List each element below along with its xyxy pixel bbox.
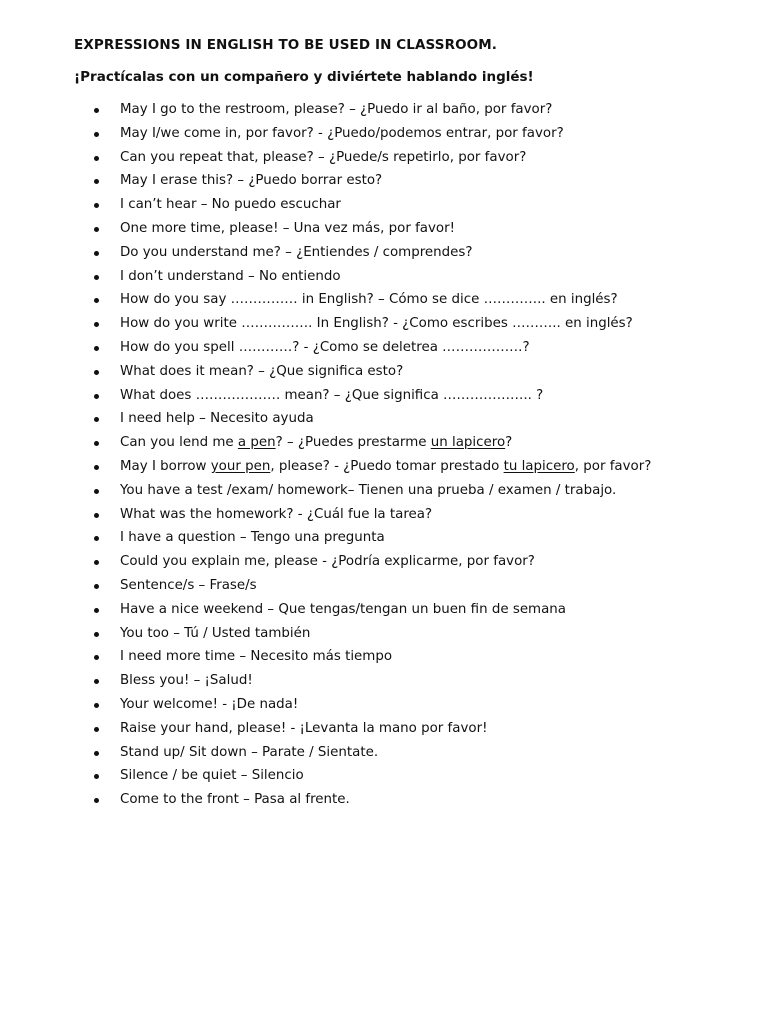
bullet-icon [94,679,99,684]
list-item-text [120,169,382,193]
list-item-text [120,503,432,527]
list-item-text [120,407,314,431]
bullet-icon [94,751,99,756]
list-item [0,574,768,598]
list-item [0,764,768,788]
text-segment: How do you spell …………? - ¿Como se deletrea ………………? [120,339,530,355]
bullet-icon [94,608,99,613]
bullet-icon [94,298,99,303]
list-item-text [120,217,455,241]
text-segment: , por favor? [574,458,652,474]
bullet-icon [94,346,99,351]
text-segment: I can’t hear – No puedo escuchar [120,197,341,213]
text-segment: Silence / be quiet – Silencio [120,768,304,784]
bullet-icon [94,275,99,280]
list-item [0,169,768,193]
list-item [0,384,768,408]
list-item [0,312,768,336]
underlined-text: your pen [210,458,271,474]
text-segment: ? – ¿Puedes prestarme [275,435,431,451]
bullet-icon [94,156,99,161]
list-item-text [120,98,552,122]
list-item [0,217,768,241]
list-item-text [120,336,530,360]
bullet-icon [94,560,99,565]
expression-list [0,98,768,812]
bullet-icon [94,655,99,660]
list-item-text [120,574,257,598]
text-segment: May I/we come in, por favor? - ¿Puedo/podemos entrar, por favor? [120,125,564,141]
text-segment: ? [505,435,513,451]
bullet-icon [94,132,99,137]
text-segment: Bless you! – ¡Salud! [120,673,253,689]
text-segment: Stand up/ Sit down – Parate / Sientate. [120,744,379,760]
list-item [0,645,768,669]
list-item-text [120,455,651,479]
list-item [0,598,768,622]
list-item-text [120,288,618,312]
bullet-icon [94,703,99,708]
list-item-text [120,479,616,503]
list-item [0,550,768,574]
list-item [0,360,768,384]
list-item-text [120,122,564,146]
text-segment: What does ………………. mean? – ¿Que significa ……………….. ? [120,387,544,403]
list-item [0,693,768,717]
bullet-icon [94,251,99,256]
bullet-icon [94,322,99,327]
text-segment: May I borrow [120,458,211,474]
bullet-icon [94,417,99,422]
text-segment: Raise your hand, please! - ¡Levanta la mano por favor! [120,720,488,736]
list-item-text [120,384,543,408]
list-item [0,717,768,741]
text-segment: Come to the front – Pasa al frente. [120,792,350,808]
text-segment: I have a question – Tengo una pregunta [120,530,385,546]
text-segment: May I erase this? – ¿Puedo borrar esto? [120,173,383,189]
bullet-icon [94,203,99,208]
text-segment: What does it mean? – ¿Que significa esto? [120,363,404,379]
list-item-text [120,693,298,717]
text-segment: I need help – Necesito ayuda [120,411,314,427]
list-item-text [120,764,304,788]
bullet-icon [94,108,99,113]
list-item-text [120,265,341,289]
list-item [0,336,768,360]
list-item-text [120,717,487,741]
list-item [0,265,768,289]
underlined-text: a pen [237,435,276,451]
text-segment: , please? - ¿Puedo tomar prestado [270,458,504,474]
bullet-icon [94,441,99,446]
list-item [0,479,768,503]
list-item [0,122,768,146]
list-item-text [120,669,253,693]
text-segment: I don’t understand – No entiendo [120,268,341,284]
text-segment: I need more time – Necesito más tiempo [120,649,393,665]
list-item [0,431,768,455]
list-item-text [120,312,633,336]
list-item [0,503,768,527]
text-segment: May I go to the restroom, please? – ¿Puedo ir al baño, por favor? [120,102,553,117]
list-item [0,622,768,646]
list-item-text [120,741,378,765]
list-item-text [120,360,403,384]
bullet-icon [94,179,99,184]
list-item [0,741,768,765]
list-item [0,241,768,265]
text-segment: Can you lend me [120,435,238,451]
bullet-icon [94,370,99,375]
text-segment: You have a test /exam/ homework– Tienen una prueba / examen / trabajo. [120,482,617,498]
text-segment: How do you write ……………. In English? - ¿Como escribes ……….. en inglés? [120,316,633,332]
text-segment: One more time, please! – Una vez más, por favor! [120,220,455,236]
bullet-icon [94,774,99,779]
bullet-icon [94,536,99,541]
list-item-text [120,431,512,455]
list-item [0,669,768,693]
text-segment: How do you say …………… in English? – Cómo se dice ………….. en inglés? [120,292,618,308]
list-item-text [120,645,392,669]
bullet-icon [94,798,99,803]
list-item-text [120,526,385,550]
list-item [0,788,768,812]
text-segment: Sentence/s – Frase/s [120,577,257,593]
list-item [0,146,768,170]
bullet-icon [94,727,99,732]
document-title: EXPRESSIONS IN ENGLISH TO BE USED IN CLASSROOM. [74,37,498,53]
bullet-icon [94,513,99,518]
bullet-icon [94,632,99,637]
text-segment: You too – Tú / Usted también [120,625,311,641]
list-item-text [120,598,566,622]
text-segment: Your welcome! - ¡De nada! [120,696,299,712]
bullet-icon [94,394,99,399]
list-item [0,526,768,550]
bullet-icon [94,465,99,470]
list-item-text [120,193,341,217]
text-segment: Have a nice weekend – Que tengas/tengan un buen fin de semana [120,601,567,617]
document-subtitle: ¡Practícalas con un compañero y diviértete hablando inglés! [74,69,534,85]
bullet-icon [94,227,99,232]
text-segment: Do you understand me? – ¿Entiendes / comprendes? [120,244,473,260]
underlined-text: tu lapicero [503,458,575,474]
text-segment: Can you repeat that, please? – ¿Puede/s repetirlo, por favor? [120,149,527,165]
list-item [0,193,768,217]
underlined-text: un lapicero [430,435,506,451]
bullet-icon [94,584,99,589]
text-segment: Could you explain me, please - ¿Podría explicarme, por favor? [120,554,535,570]
list-item [0,288,768,312]
text-segment: What was the homework? - ¿Cuál fue la tarea? [120,506,433,522]
list-item-text [120,788,350,812]
list-item-text [120,622,310,646]
list-item [0,455,768,479]
list-item [0,98,768,122]
list-item-text [120,241,472,265]
list-item-text [120,146,526,170]
list-item [0,407,768,431]
bullet-icon [94,489,99,494]
list-item-text [120,550,535,574]
